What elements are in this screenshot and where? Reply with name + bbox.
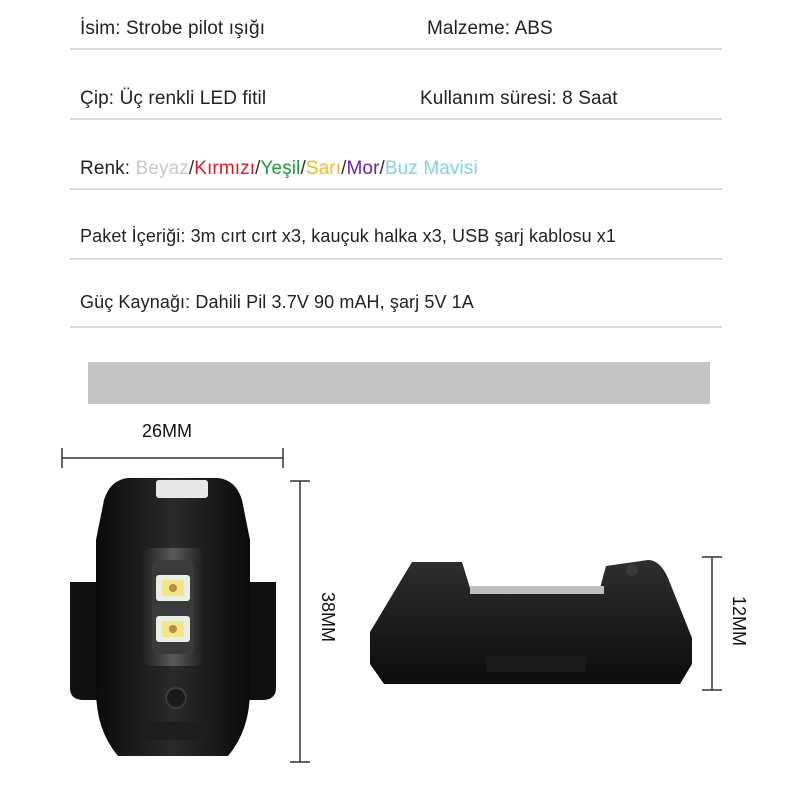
spec-chip-value: Üç renkli LED fitil: [119, 88, 267, 109]
color-option: Beyaz: [135, 158, 189, 179]
spec-color-label: Renk:: [80, 158, 131, 179]
color-option: Sarı: [305, 158, 342, 179]
color-separator: /: [255, 158, 261, 179]
color-option: Buz Mavisi: [384, 158, 478, 179]
spec-power-value: Dahili Pil 3.7V 90 mAH, şarj 5V 1A: [195, 292, 474, 312]
spec-name-value: Strobe pilot ışığı: [126, 18, 266, 39]
spec-package-value: 3m cırt cırt x3, kauçuk halka x3, USB şarj kablosu x1: [190, 226, 617, 246]
spec-package-label: Paket İçeriği:: [80, 226, 186, 246]
color-option: Mor: [346, 158, 380, 179]
color-separator: /: [300, 158, 306, 179]
spec-name-label: İsim:: [80, 18, 121, 39]
color-option: Kırmızı: [194, 158, 256, 179]
spec-chip-label: Çip:: [80, 88, 115, 109]
color-separator: /: [379, 158, 385, 179]
spec-material-label: Malzeme:: [427, 18, 511, 39]
dim-width-label: 26MM: [142, 421, 193, 441]
color-separator: /: [341, 158, 347, 179]
spec-power-label: Güç Kaynağı:: [80, 292, 191, 312]
color-separator: /: [188, 158, 195, 179]
dim-thickness-label: 12MM: [729, 596, 749, 647]
color-option: Yeşil: [260, 158, 301, 179]
dim-height-label: 38MM: [318, 592, 338, 643]
spec-usage-value: 8 Saat: [562, 88, 618, 109]
spec-usage-label: Kullanım süresi:: [420, 88, 557, 109]
spec-material-value: ABS: [514, 18, 553, 39]
